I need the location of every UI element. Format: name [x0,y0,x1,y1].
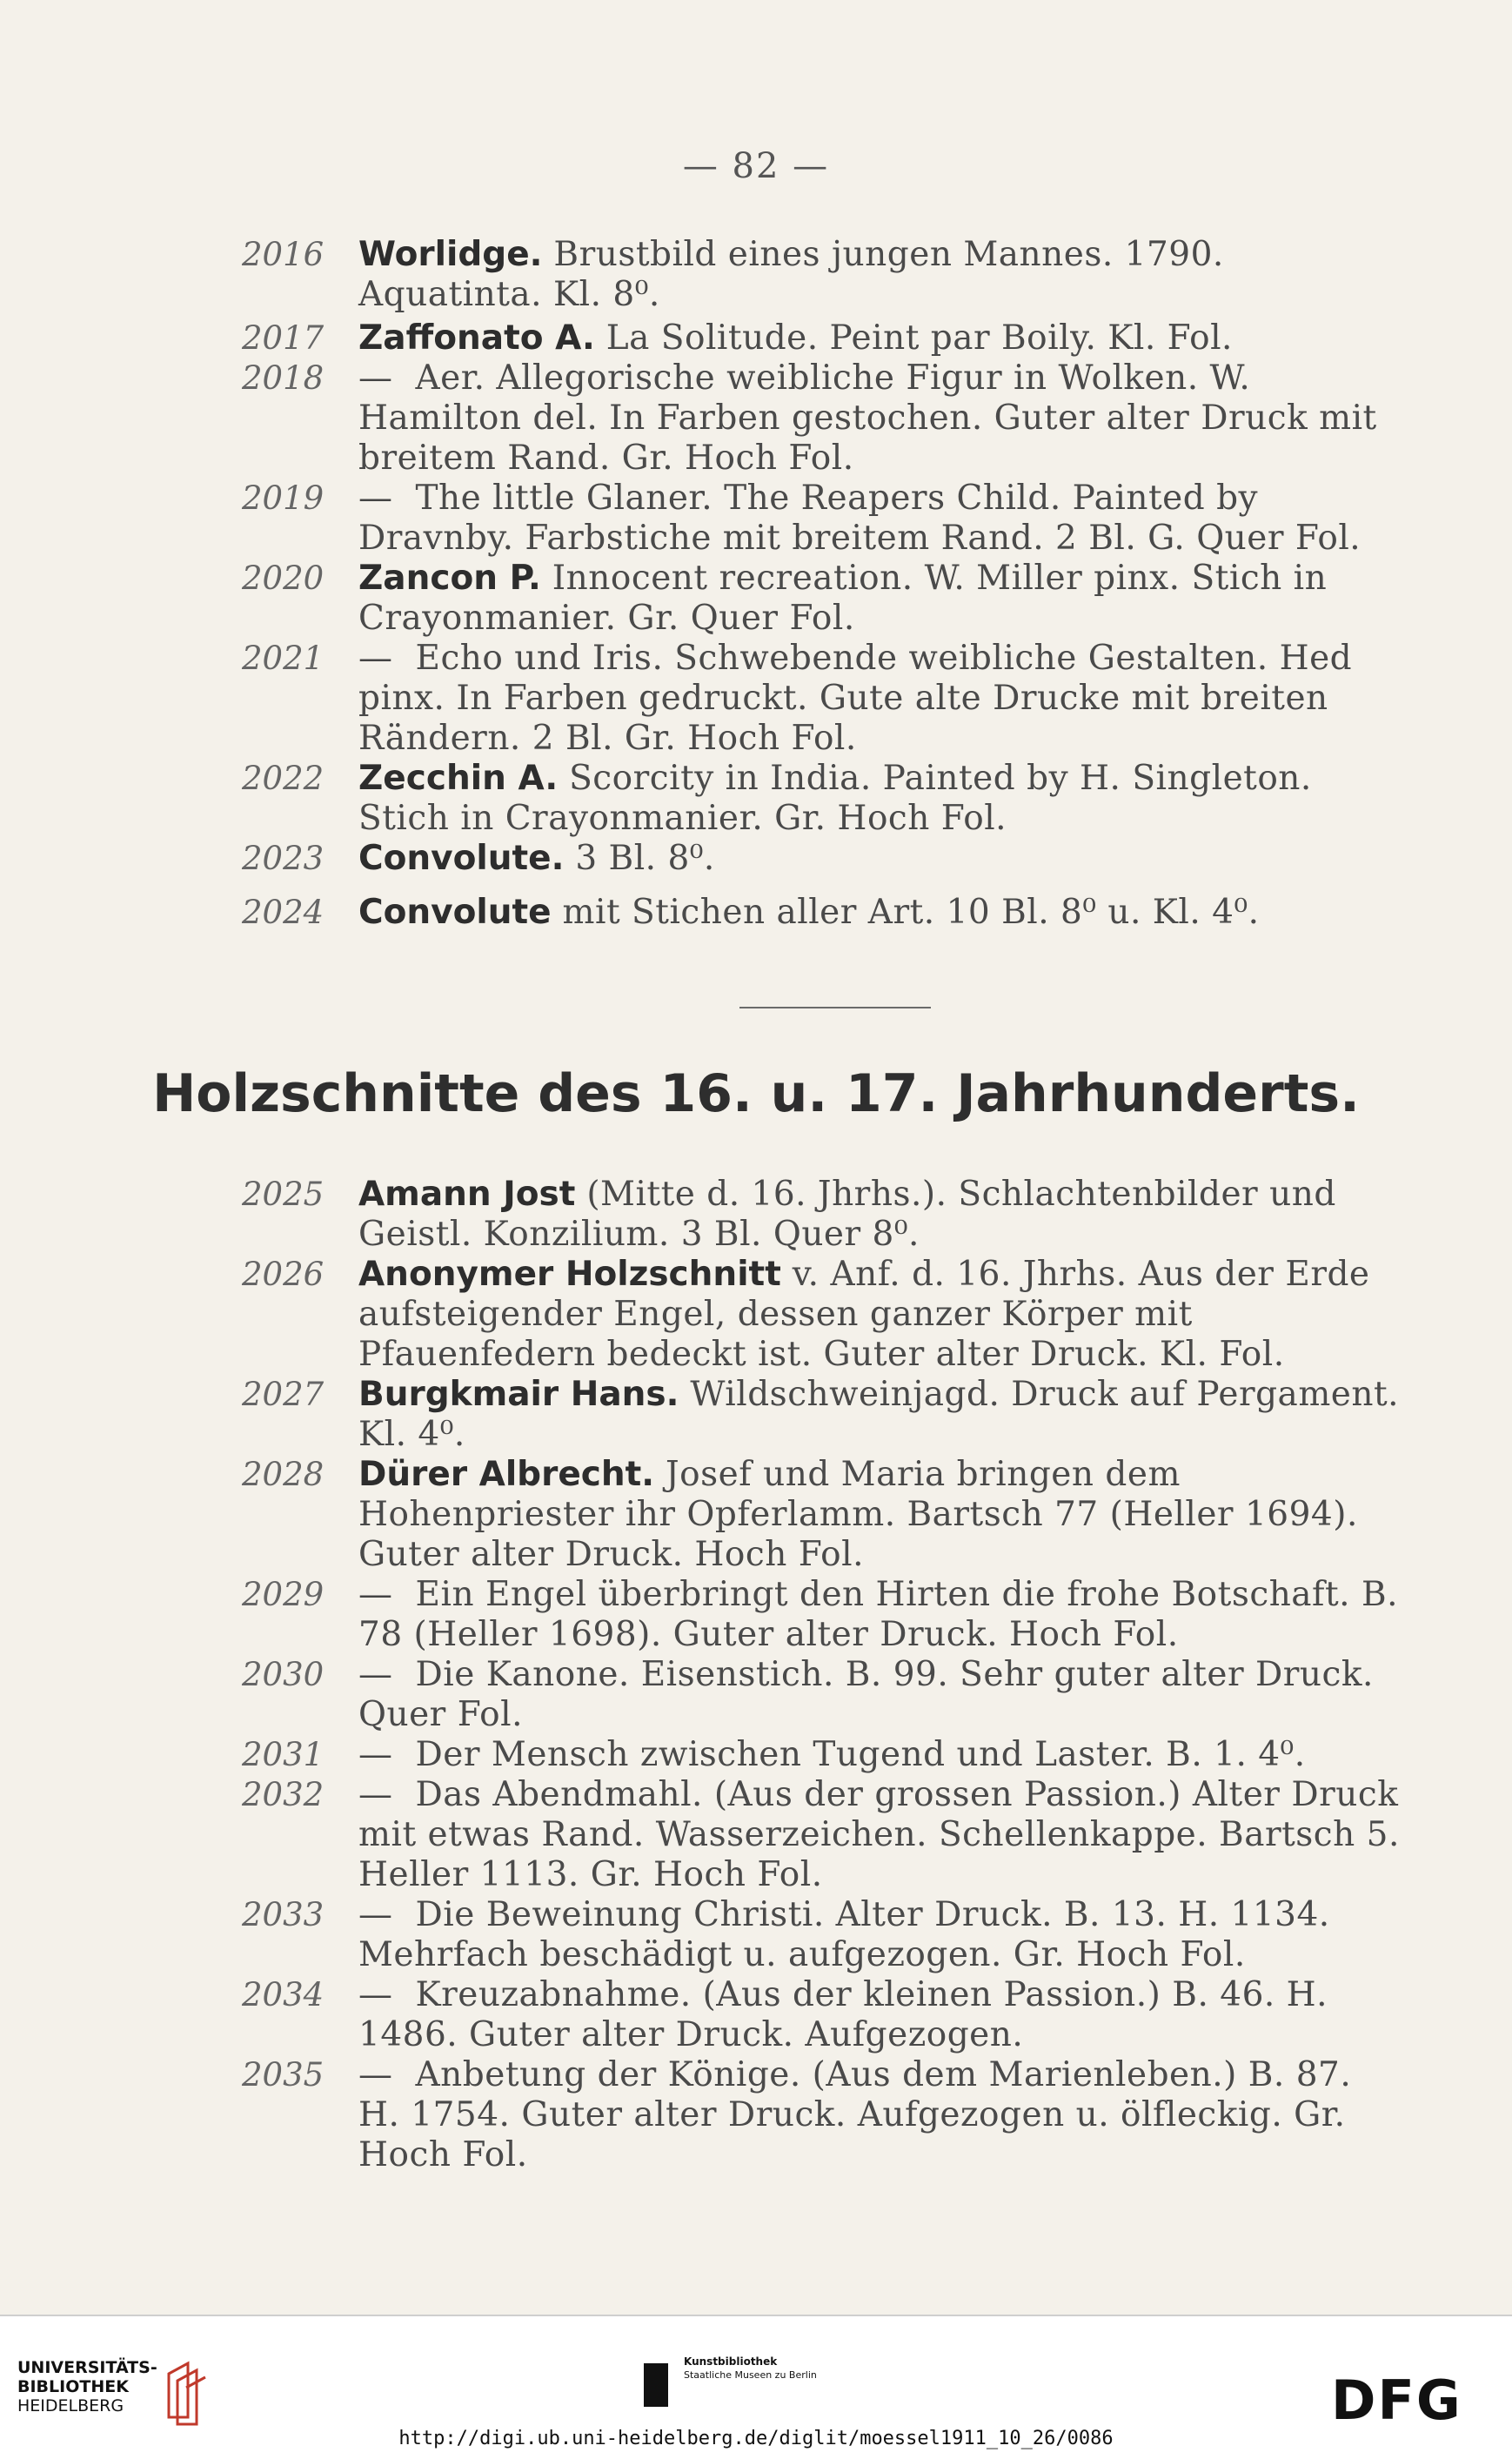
entry-number: 2016 [242,236,324,273]
entry-artist: Zecchin A. [358,759,559,798]
entry-text [358,893,1402,933]
ditto-dash: — [358,479,393,518]
ub-emblem-icon [162,2356,214,2426]
ditto-dash: — [358,2055,393,2094]
entry-number: 2030 [242,1656,324,1693]
entry-number: 2034 [242,1976,324,2013]
ditto-dash: — [358,1895,393,1934]
entry-text [358,1735,1402,1775]
ditto-dash: — [358,1575,393,1614]
entry-number: 2018 [242,359,324,397]
entry-description: (Mitte d. 16. Jhrhs.). Schlachtenbilder und Geistl. Konzilium. 3 Bl. Quer 8⁰. [358,1175,1336,1254]
entry-text [358,1255,1402,1375]
entry-text [358,1655,1402,1735]
entry-description: Josef und Maria bringen dem Hohenpriester ihr Opferlamm. Bartsch 77 (Heller 1694). Guter alter Druck. Hoch Fol. [358,1455,1358,1574]
entry-description: Die Kanone. Eisenstich. B. 99. Sehr guter alter Druck. Quer Fol. [358,1655,1374,1734]
entry-artist: Dürer Albrecht. [358,1455,655,1494]
entry-artist: Worlidge. [358,235,543,274]
ub-logo-line1: UNIVERSITÄTS- [17,2358,157,2377]
kunstbibliothek-text [684,2355,817,2382]
entry-number: 2026 [242,1256,324,1293]
entry-description: Brustbild eines jungen Mannes. 1790. Aquatinta. Kl. 8⁰. [358,235,1224,314]
kunstbibliothek-mark-icon [644,2363,668,2407]
entry-description: Wildschweinjagd. Druck auf Pergament. Kl. 4⁰. [358,1375,1400,1454]
entry-text [358,1975,1402,2055]
source-url[interactable]: http://digi.ub.uni-heidelberg.de/diglit/moessel1911_10_26/0086 [398,2428,1114,2449]
entry-text [358,235,1402,315]
entry-text [358,358,1402,479]
entry-number: 2023 [242,840,324,877]
entry-description: Das Abendmahl. (Aus der grossen Passion.) Alter Druck mit etwas Rand. Wasserzeichen. Schellenkappe. Bartsch 5. Heller 1113. Gr. Hoch Fol. [358,1775,1400,1894]
entry-text [358,2055,1402,2175]
entry-text [358,1775,1402,1895]
entry-text [358,318,1402,358]
entry-description: Echo und Iris. Schwebende weibliche Gestalten. Hed pinx. In Farben gedruckt. Gute alte Drucke mit breiten Rändern. 2 Bl. Gr. Hoch Fol. [358,639,1353,758]
entry-description: 3 Bl. 8⁰. [575,839,715,878]
section-title: Holzschnitte des 16. u. 17. Jahrhunderts. [152,1063,1360,1124]
kunstbibliothek-logo[interactable] [644,2346,870,2424]
entry-text [358,1375,1402,1455]
entry-artist: Zancon P. [358,559,541,598]
entry-text [358,839,1402,879]
entry-text [358,1175,1402,1255]
entry-number: 2019 [242,479,324,517]
entry-number: 2024 [242,894,324,931]
entry-number: 2032 [242,1776,324,1813]
entry-number: 2025 [242,1176,324,1213]
entry-number: 2033 [242,1896,324,1933]
section-divider [739,1007,931,1008]
entry-description: La Solitude. Peint par Boily. Kl. Fol. [605,318,1233,358]
entry-description: Scorcity in India. Painted by H. Singleton. Stich in Crayonmanier. Gr. Hoch Fol. [358,759,1312,838]
kb-logo-line1: Kunstbibliothek [684,2355,778,2368]
entry-text [358,479,1402,559]
ditto-dash: — [358,1655,393,1694]
entry-description: Aer. Allegorische weibliche Figur in Wolken. W. Hamilton del. In Farben gestochen. Guter alter Druck mit breitem Rand. Gr. Hoch Fol. [358,358,1377,478]
entry-number: 2020 [242,559,324,597]
entry-description: mit Stichen aller Art. 10 Bl. 8⁰ u. Kl. 4⁰. [562,893,1260,932]
ditto-dash: — [358,1975,393,2014]
entry-number: 2029 [242,1576,324,1613]
entry-text [358,1895,1402,1975]
entry-text [358,1455,1402,1575]
entry-number: 2022 [242,760,324,797]
entry-artist: Zaffonato A. [358,318,595,358]
kb-logo-line2: Staatliche Museen zu Berlin [684,2369,817,2381]
entry-description: Kreuzabnahme. (Aus der kleinen Passion.) B. 46. H. 1486. Guter alter Druck. Aufgezogen. [358,1975,1328,2054]
ditto-dash: — [358,358,393,398]
entry-text [358,759,1402,839]
entry-artist: Anonymer Holzschnitt [358,1255,781,1294]
ub-heidelberg-logo[interactable] [17,2358,157,2415]
dfg-logo[interactable]: DFG [1331,2369,1462,2432]
entry-number: 2028 [242,1456,324,1493]
entry-artist: Burgkmair Hans. [358,1375,679,1414]
ub-logo-line2: BIBLIOTHEK [17,2377,129,2396]
entry-description: v. Anf. d. 16. Jhrhs. Aus der Erde aufsteigender Engel, dessen ganzer Körper mit Pfauenfedern bedeckt ist. Guter alter Druck. Kl. Fol. [358,1255,1370,1374]
entry-number: 2031 [242,1736,324,1773]
ditto-dash: — [358,639,393,678]
entry-description: The little Glaner. The Reapers Child. Painted by Dravnby. Farbstiche mit breitem Rand. 2 Bl. G. Quer Fol. [358,479,1361,558]
ub-logo-line3: HEIDELBERG [17,2396,124,2415]
entry-text [358,1575,1402,1655]
entry-description: Innocent recreation. W. Miller pinx. Stich in Crayonmanier. Gr. Quer Fol. [358,559,1328,638]
entry-artist: Amann Jost [358,1175,576,1214]
entry-description: Die Beweinung Christi. Alter Druck. B. 13. H. 1134. Mehrfach beschädigt u. aufgezogen. Gr. Hoch Fol. [358,1895,1330,1974]
entry-number: 2027 [242,1376,324,1413]
entry-artist: Convolute [358,893,552,932]
entry-number: 2035 [242,2056,324,2094]
entry-text [358,559,1402,639]
entry-number: 2017 [242,319,324,357]
footer-divider [0,2315,1512,2316]
entry-description: Anbetung der Könige. (Aus dem Marienleben.) B. 87. H. 1754. Guter alter Druck. Aufgezogen u. ölfleckig. Gr. Hoch Fol. [358,2055,1352,2174]
entry-number: 2021 [242,640,324,677]
ditto-dash: — [358,1735,393,1774]
entry-text [358,639,1402,759]
entry-description: Der Mensch zwischen Tugend und Laster. B. 1. 4⁰. [415,1735,1306,1774]
entry-artist: Convolute. [358,839,565,878]
ditto-dash: — [358,1775,393,1814]
entry-description: Ein Engel überbringt den Hirten die frohe Botschaft. B. 78 (Heller 1698). Guter alter Druck. Hoch Fol. [358,1575,1399,1654]
page-number: — 82 — [682,146,830,186]
